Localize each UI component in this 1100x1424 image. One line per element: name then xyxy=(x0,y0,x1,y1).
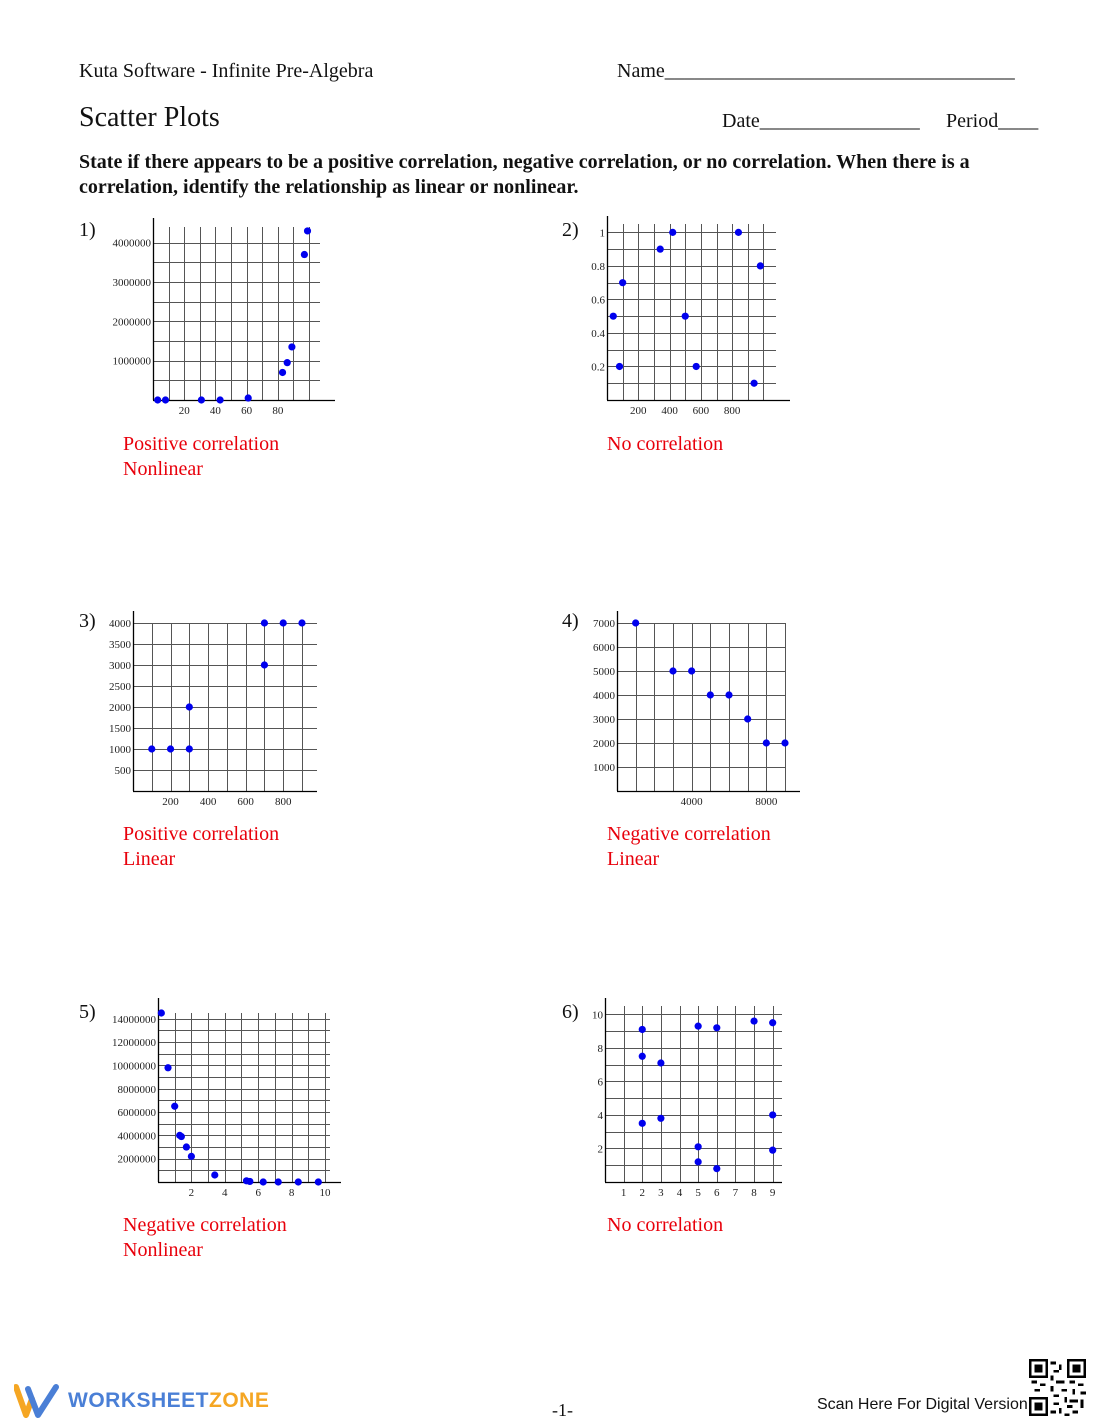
data-point xyxy=(639,1120,646,1127)
x-tick-label: 800 xyxy=(723,405,741,417)
problem-number-6: 6) xyxy=(562,1001,579,1023)
data-point xyxy=(769,1111,776,1118)
data-point xyxy=(279,369,286,376)
scatter-plot-5 xyxy=(98,993,361,1212)
data-point xyxy=(188,1153,195,1160)
data-point xyxy=(154,396,161,403)
answer-correlation-5: Negative correlation xyxy=(123,1214,287,1236)
data-point xyxy=(693,363,700,370)
x-tick-label: 20 xyxy=(178,405,190,417)
data-point xyxy=(158,1009,165,1016)
data-point xyxy=(261,661,268,668)
y-tick-label: 14000000 xyxy=(112,1013,156,1026)
qr-code-icon[interactable] xyxy=(1029,1359,1086,1416)
data-point xyxy=(688,667,695,674)
problem-number-3: 3) xyxy=(79,610,96,632)
y-tick-label: 4 xyxy=(597,1109,603,1122)
data-point xyxy=(304,227,311,234)
x-tick-label: 4 xyxy=(676,1187,683,1199)
x-tick-label: 7 xyxy=(732,1187,739,1199)
x-tick-label: 40 xyxy=(209,405,221,417)
answer-correlation-3: Positive correlation xyxy=(123,823,280,845)
y-tick-label: 0.8 xyxy=(591,260,605,273)
y-tick-label: 2 xyxy=(597,1143,603,1156)
y-tick-label: 10000000 xyxy=(112,1060,156,1073)
x-tick-label: 400 xyxy=(661,405,678,417)
y-tick-label: 7000 xyxy=(593,618,615,630)
x-tick-label: 8000 xyxy=(755,796,778,808)
x-tick-label: 2 xyxy=(639,1187,646,1199)
answer-4 xyxy=(607,822,771,872)
plot-grid xyxy=(153,227,320,400)
x-tick-label: 5 xyxy=(695,1187,701,1199)
data-point xyxy=(261,619,268,626)
y-tick-label: 6000000 xyxy=(117,1107,156,1120)
data-point xyxy=(713,1024,720,1031)
y-tick-label: 10 xyxy=(592,1009,603,1022)
data-point xyxy=(245,394,252,401)
data-point xyxy=(619,279,626,286)
y-tick-label: 1000 xyxy=(109,744,131,756)
name-field: Name___________________________________ xyxy=(617,60,1015,82)
x-tick-label: 600 xyxy=(237,796,254,808)
data-point xyxy=(301,251,308,258)
data-point xyxy=(669,667,676,674)
y-tick-label: 8000000 xyxy=(117,1083,156,1096)
data-point xyxy=(171,1103,178,1110)
data-point xyxy=(315,1178,322,1185)
scatter-plot-1 xyxy=(93,213,355,430)
data-point xyxy=(148,745,155,752)
data-point xyxy=(178,1133,185,1140)
logo-w-icon xyxy=(14,1383,60,1419)
answer-correlation-6: No correlation xyxy=(607,1214,724,1236)
y-tick-label: 4000 xyxy=(109,618,131,630)
data-point xyxy=(763,739,770,746)
problem-number-2: 2) xyxy=(562,219,579,241)
x-tick-label: 8 xyxy=(751,1187,757,1199)
data-point xyxy=(750,1017,757,1024)
y-tick-label: 12000000 xyxy=(112,1037,156,1050)
y-tick-label: 2000 xyxy=(593,738,615,750)
answer-type-5: Nonlinear xyxy=(123,1239,203,1261)
worksheetzone-logo[interactable] xyxy=(14,1383,274,1419)
y-tick-label: 1500 xyxy=(109,723,131,735)
answer-correlation-2: No correlation xyxy=(607,433,724,455)
y-tick-label: 1000000 xyxy=(112,355,151,368)
x-tick-label: 2 xyxy=(188,1187,195,1199)
data-point xyxy=(769,1147,776,1154)
y-tick-label: 3000000 xyxy=(112,277,151,290)
x-tick-label: 60 xyxy=(241,405,253,417)
y-tick-label: 2000 xyxy=(109,702,131,714)
y-tick-label: 1 xyxy=(599,227,605,240)
x-tick-label: 800 xyxy=(274,796,292,808)
x-tick-label: 600 xyxy=(692,405,710,417)
scatter-plot-2 xyxy=(547,211,810,430)
x-tick-label: 3 xyxy=(658,1187,664,1199)
data-point xyxy=(682,313,689,320)
data-point xyxy=(217,396,224,403)
data-point xyxy=(280,619,287,626)
page-number: -1- xyxy=(552,1400,573,1420)
y-tick-label: 5000 xyxy=(593,666,615,678)
data-point xyxy=(162,396,169,403)
instructions: State if there appears to be a positive correlation, negative correlation, or no correlation. When there is a correlation, identify the relationship as linear or nonlinear. xyxy=(79,151,970,198)
y-tick-label: 8 xyxy=(597,1042,603,1055)
publisher-header: Kuta Software - Infinite Pre-Algebra xyxy=(79,60,374,82)
y-tick-label: 0.6 xyxy=(591,294,605,307)
answer-correlation-4: Negative correlation xyxy=(607,823,771,845)
x-tick-label: 200 xyxy=(162,796,179,808)
data-point xyxy=(183,1143,190,1150)
data-point xyxy=(781,739,788,746)
answer-type-4: Linear xyxy=(607,848,660,870)
data-point xyxy=(298,619,305,626)
x-tick-label: 8 xyxy=(288,1187,295,1199)
y-tick-label: 3500 xyxy=(109,639,131,651)
y-tick-label: 3000 xyxy=(593,714,615,726)
x-tick-label: 10 xyxy=(319,1187,331,1199)
plot-grid xyxy=(605,1006,782,1182)
data-point xyxy=(186,745,193,752)
scatter-plot-6 xyxy=(545,993,802,1212)
data-point xyxy=(260,1178,267,1185)
y-tick-label: 3000 xyxy=(109,660,131,672)
problem-number-4: 4) xyxy=(562,610,579,632)
data-point xyxy=(610,313,617,320)
y-tick-label: 4000000 xyxy=(112,237,151,250)
data-point xyxy=(288,343,295,350)
plot-grid xyxy=(607,224,776,400)
answer-1 xyxy=(123,432,279,482)
data-point xyxy=(735,229,742,236)
answer-type-3: Linear xyxy=(123,848,176,870)
data-point xyxy=(198,396,205,403)
worksheet-title: Scatter Plots xyxy=(79,102,220,133)
plot-grid xyxy=(133,623,317,791)
scan-label: Scan Here For Digital Version xyxy=(817,1396,1028,1413)
x-tick-label: 80 xyxy=(272,405,284,417)
y-tick-label: 6 xyxy=(597,1076,603,1089)
data-point xyxy=(164,1064,171,1071)
x-tick-label: 1 xyxy=(620,1187,627,1199)
period-field: Period____ xyxy=(946,110,1039,132)
data-point xyxy=(284,359,291,366)
y-tick-label: 4000 xyxy=(593,690,615,702)
data-point xyxy=(632,619,639,626)
data-point xyxy=(669,229,676,236)
x-tick-label: 200 xyxy=(630,405,647,417)
x-tick-label: 4000 xyxy=(680,796,703,808)
data-point xyxy=(695,1023,702,1030)
data-point xyxy=(211,1171,218,1178)
scatter-plot-4 xyxy=(557,606,820,821)
answer-2 xyxy=(607,432,723,457)
data-point xyxy=(657,246,664,253)
data-point xyxy=(186,703,193,710)
y-tick-label: 0.4 xyxy=(591,327,605,340)
data-point xyxy=(713,1165,720,1172)
logo-text xyxy=(68,1389,269,1413)
date-field: Date________________ xyxy=(722,110,920,132)
x-tick-label: 400 xyxy=(199,796,217,808)
data-point xyxy=(707,691,714,698)
y-tick-label: 500 xyxy=(114,765,131,777)
answer-correlation-1: Positive correlation xyxy=(123,433,280,455)
problem-number-5: 5) xyxy=(79,1001,96,1023)
y-tick-label: 0.2 xyxy=(591,361,605,374)
data-point xyxy=(246,1178,253,1185)
data-point xyxy=(639,1026,646,1033)
y-tick-label: 6000 xyxy=(593,642,615,654)
answer-5 xyxy=(123,1213,287,1263)
scatter-plot-3 xyxy=(73,606,337,821)
data-point xyxy=(769,1019,776,1026)
data-point xyxy=(639,1053,646,1060)
data-point xyxy=(616,363,623,370)
plot-grid xyxy=(617,623,786,791)
logo-text-worksheet: WORKSHEET xyxy=(68,1389,209,1412)
data-point xyxy=(757,262,764,269)
data-point xyxy=(695,1158,702,1165)
data-point xyxy=(167,745,174,752)
y-tick-label: 1000 xyxy=(593,762,615,774)
x-tick-label: 4 xyxy=(222,1187,228,1199)
problem-number-1: 1) xyxy=(79,219,96,241)
x-tick-label: 6 xyxy=(714,1187,720,1199)
x-tick-label: 9 xyxy=(769,1187,776,1199)
answer-type-1: Nonlinear xyxy=(123,458,203,480)
data-point xyxy=(657,1059,664,1066)
data-point xyxy=(275,1178,282,1185)
plot-grid xyxy=(158,1013,330,1182)
data-point xyxy=(295,1178,302,1185)
y-tick-label: 2500 xyxy=(109,681,131,693)
logo-text-zone: ZONE xyxy=(209,1389,270,1412)
data-point xyxy=(695,1143,702,1150)
y-tick-label: 2000000 xyxy=(117,1153,156,1166)
answer-3 xyxy=(123,822,279,872)
data-point xyxy=(744,715,751,722)
data-point xyxy=(725,691,732,698)
answer-6 xyxy=(607,1213,723,1238)
data-point xyxy=(750,380,757,387)
x-tick-label: 6 xyxy=(255,1187,261,1199)
y-tick-label: 4000000 xyxy=(117,1130,156,1143)
y-tick-label: 2000000 xyxy=(112,316,151,329)
data-point xyxy=(657,1115,664,1122)
